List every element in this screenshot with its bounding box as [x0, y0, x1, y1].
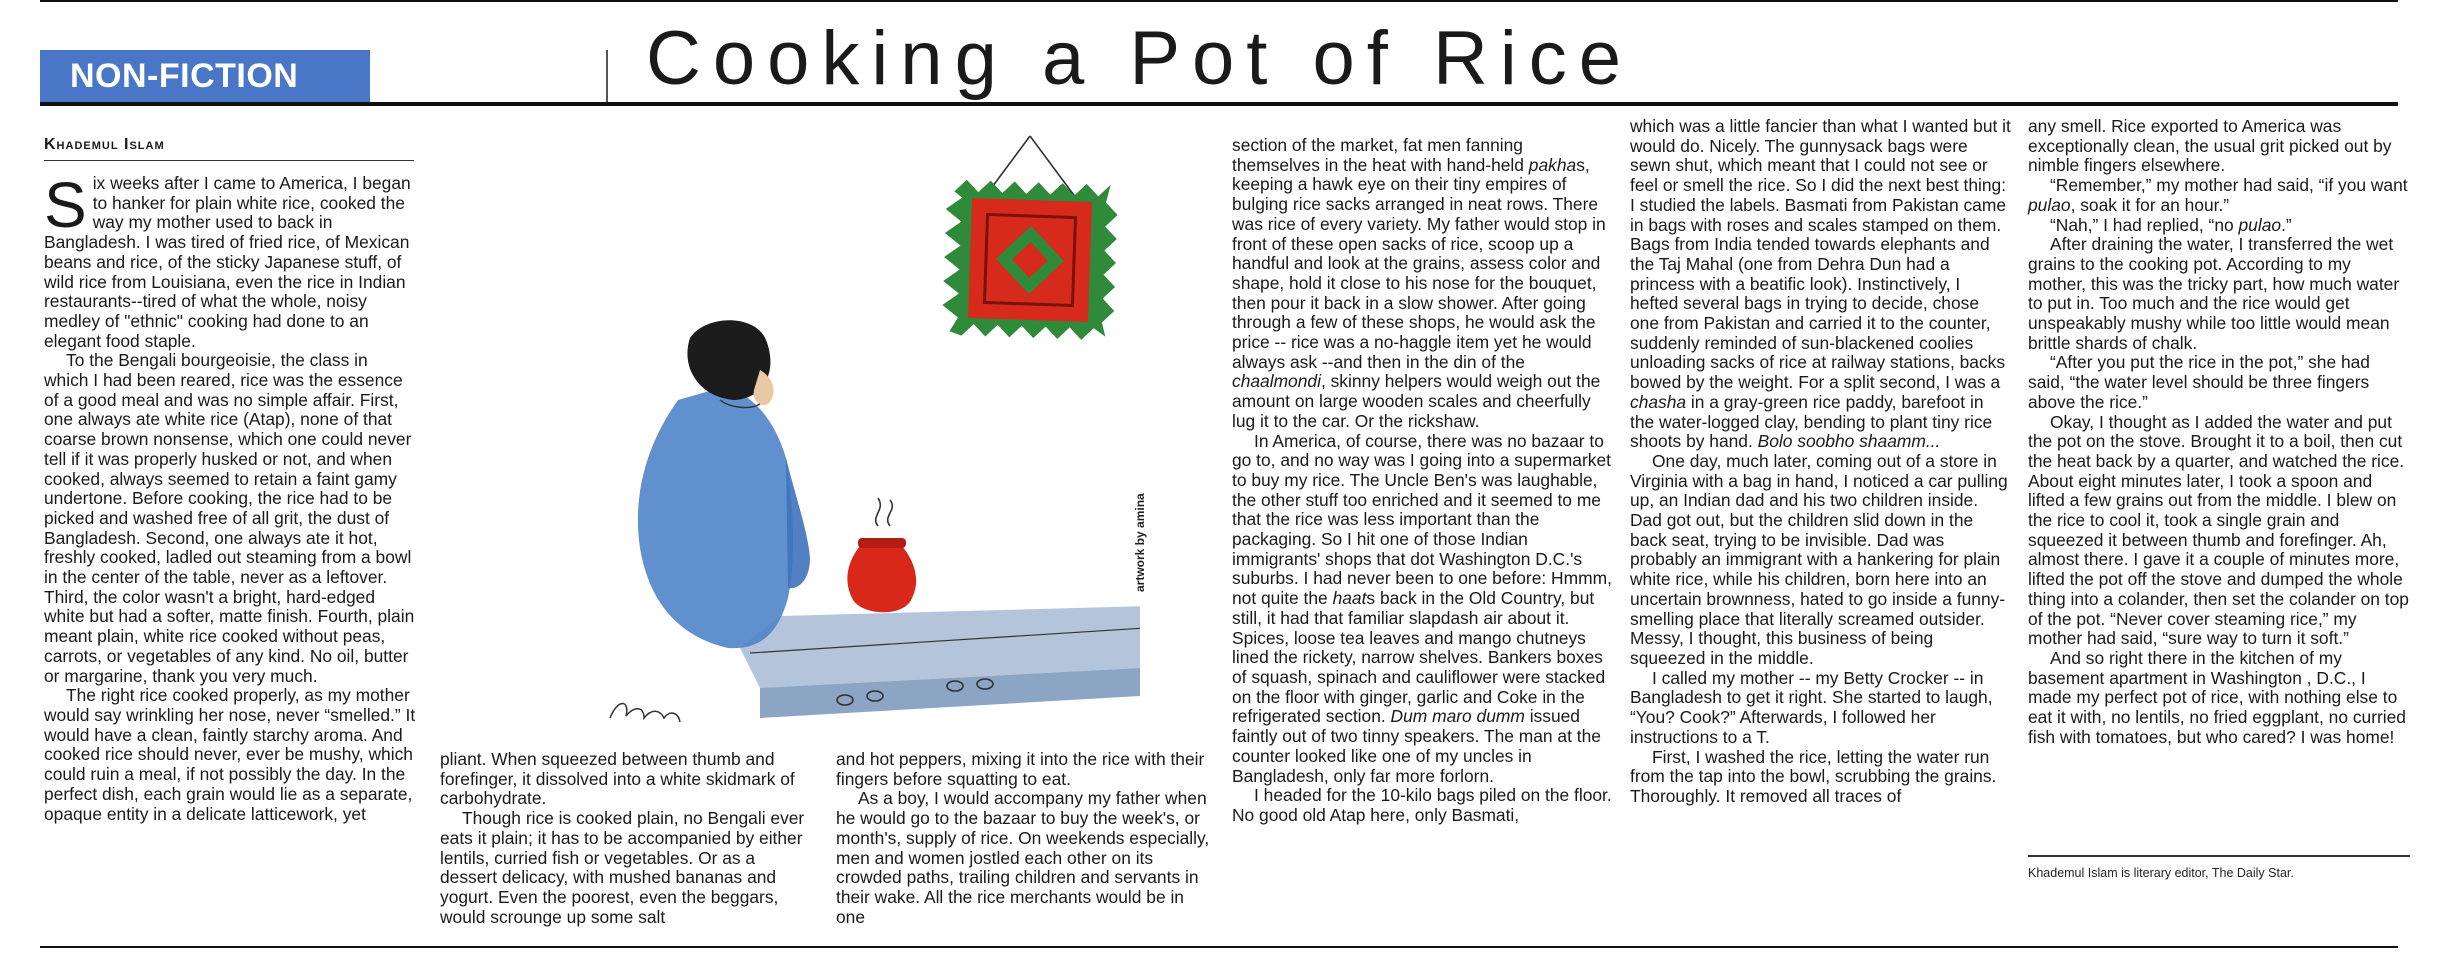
- column-6: [2028, 117, 2410, 748]
- drop-cap: S: [44, 169, 87, 241]
- column-2: [440, 750, 814, 927]
- paragraph: Okay, I thought as I added the water and put the pot on the stove. Brought it to a boil, then cut the heat back by a quarter, and watched the rice. About eight minutes later, I took a spoon and lifted a few grains out from the middle. I blew on the rice to cool it, took a single grain and squeezed it between thumb and forefinger. Ah, almost there. I gave it a couple of minutes more, lifted the pot off the stove and dumped the whole thing into a colander, then set the colander on top of the pot. “Never cover steaming rice,” my mother had said, “sure way to turn it soft.”: [2028, 411, 2409, 649]
- column-1: [44, 169, 416, 824]
- paragraph: First, I washed the rice, letting the water run from the tap into the bowl, scrubbing the grains. Thoroughly. It removed all traces of: [1630, 746, 1997, 806]
- artist-signature: [610, 704, 680, 723]
- paragraph: “After you put the rice in the pot,” she had said, “the water level should be three fingers above the rice.”: [2028, 352, 2370, 412]
- title-divider: [606, 50, 608, 102]
- paragraph: One day, much later, coming out of a store in Virginia with a bag in hand, I noticed a car pulling up, an Indian dad and his two children inside. Dad got out, but the children slid down in the back seat, trying to be invisible. Dad was probably an immigrant with a hankering for plain white rice, while his children, born here into an uncertain brownness, hated to go inside a funny-smelling place that literally screamed outsider. Messy, I thought, this business of being squeezed in the middle.: [1630, 450, 2008, 668]
- stove-illustration: [740, 606, 1140, 718]
- paragraph: As a boy, I would accompany my father when he would go to the bazaar to buy the week's, or month's, supply of rice. On weekends especially, men and women jostled each other on its crowded paths, trailing children and servants in their wake. All the rice merchants would be in one: [836, 788, 1210, 927]
- paragraph: Six weeks after I came to America, I began to hanker for plain white rice, cooked the way my mother used to back in Bangladesh. I was tired of fried rice, of Mexican beans and rice, of the sticky Japanese stuff, of wild rice from Louisiana, even the rice in Indian restaurants--tired of what the whole, noisy medley of "ethnic" cooking had done to an elegant food staple.: [44, 169, 411, 351]
- paragraph: any smell. Rice exported to America was exceptionally clean, the usual grit picked out by nimble fingers elsewhere.: [2028, 116, 2392, 176]
- paragraph: The right rice cooked properly, as my mother would say wrinkling her nose, never “smelled.” It would have a clean, faintly starchy aroma. And cooked rice should never, ever be mushy, which could ruin a meal, if not possibly the day. In the perfect dish, each grain would lie as a separate, opaque entity in a delicate latticework, yet: [44, 685, 416, 824]
- column-4: [1232, 136, 1614, 826]
- pot-illustration: [847, 498, 916, 612]
- section-tag: NON-FICTION: [40, 50, 370, 102]
- wall-hanging-illustration: [930, 130, 1130, 360]
- headline: Cooking a Pot of Rice: [646, 16, 1634, 101]
- paragraph: and hot peppers, mixing it into the rice with their fingers before squatting to eat.: [836, 749, 1205, 789]
- paragraph: “Nah,” I had replied, “no pulao.”: [2050, 214, 2292, 235]
- paragraph: “Remember,” my mother had said, “if you want pulao, soak it for an hour.”: [2028, 175, 2408, 215]
- artwork-credit: artwork by amina: [1133, 493, 1147, 592]
- paragraph: which was a little fancier than what I wanted but it would do. Nicely. The gunnysack bags were sewn shut, which meant that I could not see or feel or smell the rice. So I did the next best thing: I studied the labels. Basmati from Pakistan came in bags with roses and scales stamped on them. Bags from India tended towards elephants and the Taj Mahal (one from Dehra Dun had a princess with a beatific look). Instinctively, I hefted several bags in trying to decide, chose one from Pakistan and carried it to the counter, suddenly reminded of sun-blackened coolies unloading sacks of rice at railway stations, backs bowed by the weight. For a split second, I was a chasha in a gray-green rice paddy, barefoot in the water-logged clay, bending to plant tiny rice shoots by hand. Bolo soobho shaamm...: [1630, 116, 2011, 452]
- column-3: [836, 750, 1210, 927]
- paragraph: And so right there in the kitchen of my basement apartment in Washington , D.C., I made my perfect pot of rice, with nothing else to eat it with, no lentils, no fried eggplant, no curried fish with tomatoes, but who cared? I was home!: [2028, 647, 2406, 747]
- footnote-rule: [2028, 855, 2410, 857]
- byline: Khademul Islam: [44, 136, 414, 161]
- column-5: [1630, 117, 2012, 807]
- bottom-rule: [40, 946, 2398, 948]
- paragraph: section of the market, fat men fanning themselves in the heat with hand-held pakhas, keeping a hawk eye on their tiny empires of bulging rice sacks arranged in neat rows. There was rice of every variety. My father would stop in front of these open sacks of rice, scoop up a handful and look at the grains, assess color and shape, hold it close to his nose for the bouquet, then pour it back in a slow shower. After going through a few of these shops, he would ask the price -- rice was a no-haggle item yet he would always ask --and then in the din of the chaalmondi, skinny helpers would weigh out the amount on large wooden scales and cheerfully lug it to the car. Or the rickshaw.: [1232, 135, 1606, 431]
- paragraph: To the Bengali bourgeoisie, the class in which I had been reared, rice was the essence of a good meal and was no simple affair. First, one always ate white rice (Atap), none of that coarse brown nonsense, which one could never tell if it was properly husked or not, and when cooked, always seemed to retain a faint gamy undertone. Before cooking, the rice had to be picked and washed free of all grit, the dust of Bangladesh. Second, one always ate it hot, freshly cooked, ladled out steaming from a bowl in the center of the table, never as a leftover. Third, the color wasn't a bright, hard-edged white but had a softer, matte finish. Fourth, plain meant plain, white rice cooked without peas, carrots, or vegetables of any kind. No oil, butter or margarine, thank you very much.: [44, 350, 415, 686]
- top-rule: [40, 0, 2398, 2]
- author-footnote: Khademul Islam is literary editor, The Daily Star.: [2028, 866, 2294, 880]
- title-rule: [40, 102, 2398, 106]
- paragraph: After draining the water, I transferred the wet grains to the cooking pot. According to my mother, this was the tricky part, how much water to put in. Too much and the rice would get unspeakably mushy while too little would mean brittle shards of chalk.: [2028, 234, 2400, 353]
- paragraph: pliant. When squeezed between thumb and forefinger, it dissolved into a white skidmark of carbohydrate.: [440, 749, 795, 809]
- paragraph: I called my mother -- my Betty Crocker -- in Bangladesh to get it right. She started to laugh, “You? Cook?” Afterwards, I followed her instructions to a T.: [1630, 667, 1993, 747]
- paragraph: In America, of course, there was no bazaar to go to, and no way was I going into a supermarket to buy my rice. The Uncle Ben's was laughable, the other stuff too enriched and it seemed to me that the rice was less important than the packaging. So I hit one of those Indian immigrants' shops that dot Washington D.C.'s suburbs. I had never been to one before: Hmmm, not quite the haats back in the Old Country, but still, it had that familiar slapdash air about it. Spices, loose tea leaves and mango chutneys lined the rickety, narrow shelves. Bankers boxes of squash, spinach and cauliflower were stacked on the floor with ginger, garlic and Coke in the refrigerated section. Dum maro dumm issued faintly out of two tinny speakers. The man at the counter looked like one of my uncles in Bangladesh, only far more forlorn.: [1232, 430, 1612, 786]
- man-figure: [638, 320, 810, 648]
- paragraph: I headed for the 10-kilo bags piled on the floor. No good old Atap here, only Basmati,: [1232, 785, 1612, 825]
- paragraph: Though rice is cooked plain, no Bengali ever eats it plain; it has to be accompanied by either lentils, curried fish or vegetables. Or as a dessert delicacy, with mushed bananas and yogurt. Even the poorest, even the beggars, would scrounge up some salt: [440, 808, 805, 927]
